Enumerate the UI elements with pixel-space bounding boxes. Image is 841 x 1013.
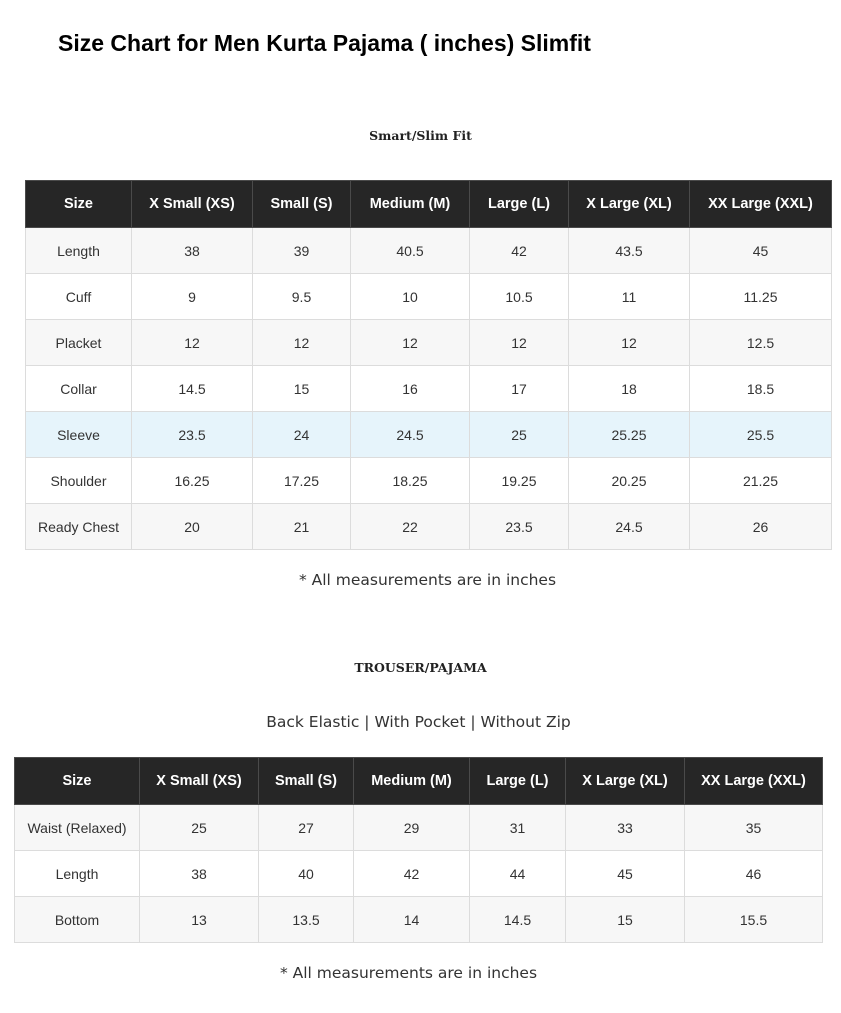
row-label: Placket — [26, 320, 132, 366]
column-header: Large (L) — [470, 181, 569, 228]
table-cell: 25 — [140, 805, 259, 851]
table-cell: 25 — [470, 412, 569, 458]
table-cell: 9.5 — [253, 274, 351, 320]
table-cell: 10.5 — [470, 274, 569, 320]
table-cell: 45 — [690, 228, 832, 274]
table-cell: 38 — [132, 228, 253, 274]
column-header: X Large (XL) — [569, 181, 690, 228]
table-cell: 40 — [259, 851, 354, 897]
table-cell: 26 — [690, 504, 832, 550]
trouser-section-title: TROUSER/PAJAMA — [354, 660, 487, 675]
table-cell: 16 — [351, 366, 470, 412]
table-cell: 38 — [140, 851, 259, 897]
table-cell: 27 — [259, 805, 354, 851]
table-cell: 42 — [470, 228, 569, 274]
table-cell: 24.5 — [351, 412, 470, 458]
trouser-subtitle: Back Elastic | With Pocket | Without Zip — [266, 713, 571, 731]
table-row — [26, 504, 832, 550]
row-label: Cuff — [26, 274, 132, 320]
table-cell: 12 — [569, 320, 690, 366]
table-row — [15, 851, 823, 897]
table-cell: 10 — [351, 274, 470, 320]
column-header: Size — [15, 758, 140, 805]
row-label: Ready Chest — [26, 504, 132, 550]
table-cell: 19.25 — [470, 458, 569, 504]
column-header: X Small (XS) — [132, 181, 253, 228]
table-cell: 23.5 — [470, 504, 569, 550]
table-cell: 20 — [132, 504, 253, 550]
row-label: Shoulder — [26, 458, 132, 504]
table-cell: 24.5 — [569, 504, 690, 550]
table-cell: 25.25 — [569, 412, 690, 458]
table-row — [26, 320, 832, 366]
table-cell: 12 — [470, 320, 569, 366]
column-header: Large (L) — [470, 758, 566, 805]
table-cell: 42 — [354, 851, 470, 897]
column-header: Small (S) — [259, 758, 354, 805]
table-cell: 9 — [132, 274, 253, 320]
kurta-measurement-note: * All measurements are in inches — [298, 571, 557, 589]
table-cell: 15.5 — [685, 897, 823, 943]
column-header: XX Large (XXL) — [690, 181, 832, 228]
table-cell: 14.5 — [132, 366, 253, 412]
row-label: Sleeve — [26, 412, 132, 458]
row-label: Length — [26, 228, 132, 274]
table-cell: 39 — [253, 228, 351, 274]
table-cell: 18 — [569, 366, 690, 412]
table-row — [26, 458, 832, 504]
trouser-size-table — [14, 757, 823, 943]
trouser-measurement-note: * All measurements are in inches — [279, 964, 538, 982]
table-cell: 20.25 — [569, 458, 690, 504]
table-cell: 44 — [470, 851, 566, 897]
table-cell: 23.5 — [132, 412, 253, 458]
table-cell: 12 — [253, 320, 351, 366]
table-cell: 12 — [351, 320, 470, 366]
row-label: Waist (Relaxed) — [15, 805, 140, 851]
row-label: Collar — [26, 366, 132, 412]
table-cell: 35 — [685, 805, 823, 851]
column-header: X Small (XS) — [140, 758, 259, 805]
table-cell: 17.25 — [253, 458, 351, 504]
table-header-row — [15, 758, 823, 805]
kurta-size-table — [25, 180, 832, 550]
table-cell: 46 — [685, 851, 823, 897]
table-cell: 17 — [470, 366, 569, 412]
table-row — [26, 366, 832, 412]
table-cell: 29 — [354, 805, 470, 851]
table-cell: 31 — [470, 805, 566, 851]
table-cell: 14.5 — [470, 897, 566, 943]
table-cell: 14 — [354, 897, 470, 943]
table-cell: 22 — [351, 504, 470, 550]
table-cell: 12.5 — [690, 320, 832, 366]
table-cell: 21 — [253, 504, 351, 550]
table-cell: 43.5 — [569, 228, 690, 274]
column-header: Medium (M) — [351, 181, 470, 228]
kurta-section-title: Smart/Slim Fit — [369, 128, 472, 143]
table-cell: 18.5 — [690, 366, 832, 412]
table-cell: 16.25 — [132, 458, 253, 504]
table-cell: 18.25 — [351, 458, 470, 504]
table-cell: 45 — [566, 851, 685, 897]
table-row — [26, 274, 832, 320]
table-cell: 24 — [253, 412, 351, 458]
table-cell: 13 — [140, 897, 259, 943]
table-row — [26, 412, 832, 458]
column-header: X Large (XL) — [566, 758, 685, 805]
row-label: Bottom — [15, 897, 140, 943]
table-row — [26, 228, 832, 274]
table-cell: 11.25 — [690, 274, 832, 320]
table-cell: 12 — [132, 320, 253, 366]
table-cell: 15 — [566, 897, 685, 943]
page-title: Size Chart for Men Kurta Pajama ( inches) Slimfit — [58, 30, 591, 56]
table-cell: 21.25 — [690, 458, 832, 504]
column-header: Medium (M) — [354, 758, 470, 805]
table-cell: 13.5 — [259, 897, 354, 943]
table-header-row — [26, 181, 832, 228]
column-header: Small (S) — [253, 181, 351, 228]
column-header: XX Large (XXL) — [685, 758, 823, 805]
table-row — [15, 805, 823, 851]
table-cell: 33 — [566, 805, 685, 851]
table-cell: 25.5 — [690, 412, 832, 458]
table-cell: 40.5 — [351, 228, 470, 274]
column-header: Size — [26, 181, 132, 228]
table-cell: 11 — [569, 274, 690, 320]
row-label: Length — [15, 851, 140, 897]
table-cell: 15 — [253, 366, 351, 412]
table-row — [15, 897, 823, 943]
